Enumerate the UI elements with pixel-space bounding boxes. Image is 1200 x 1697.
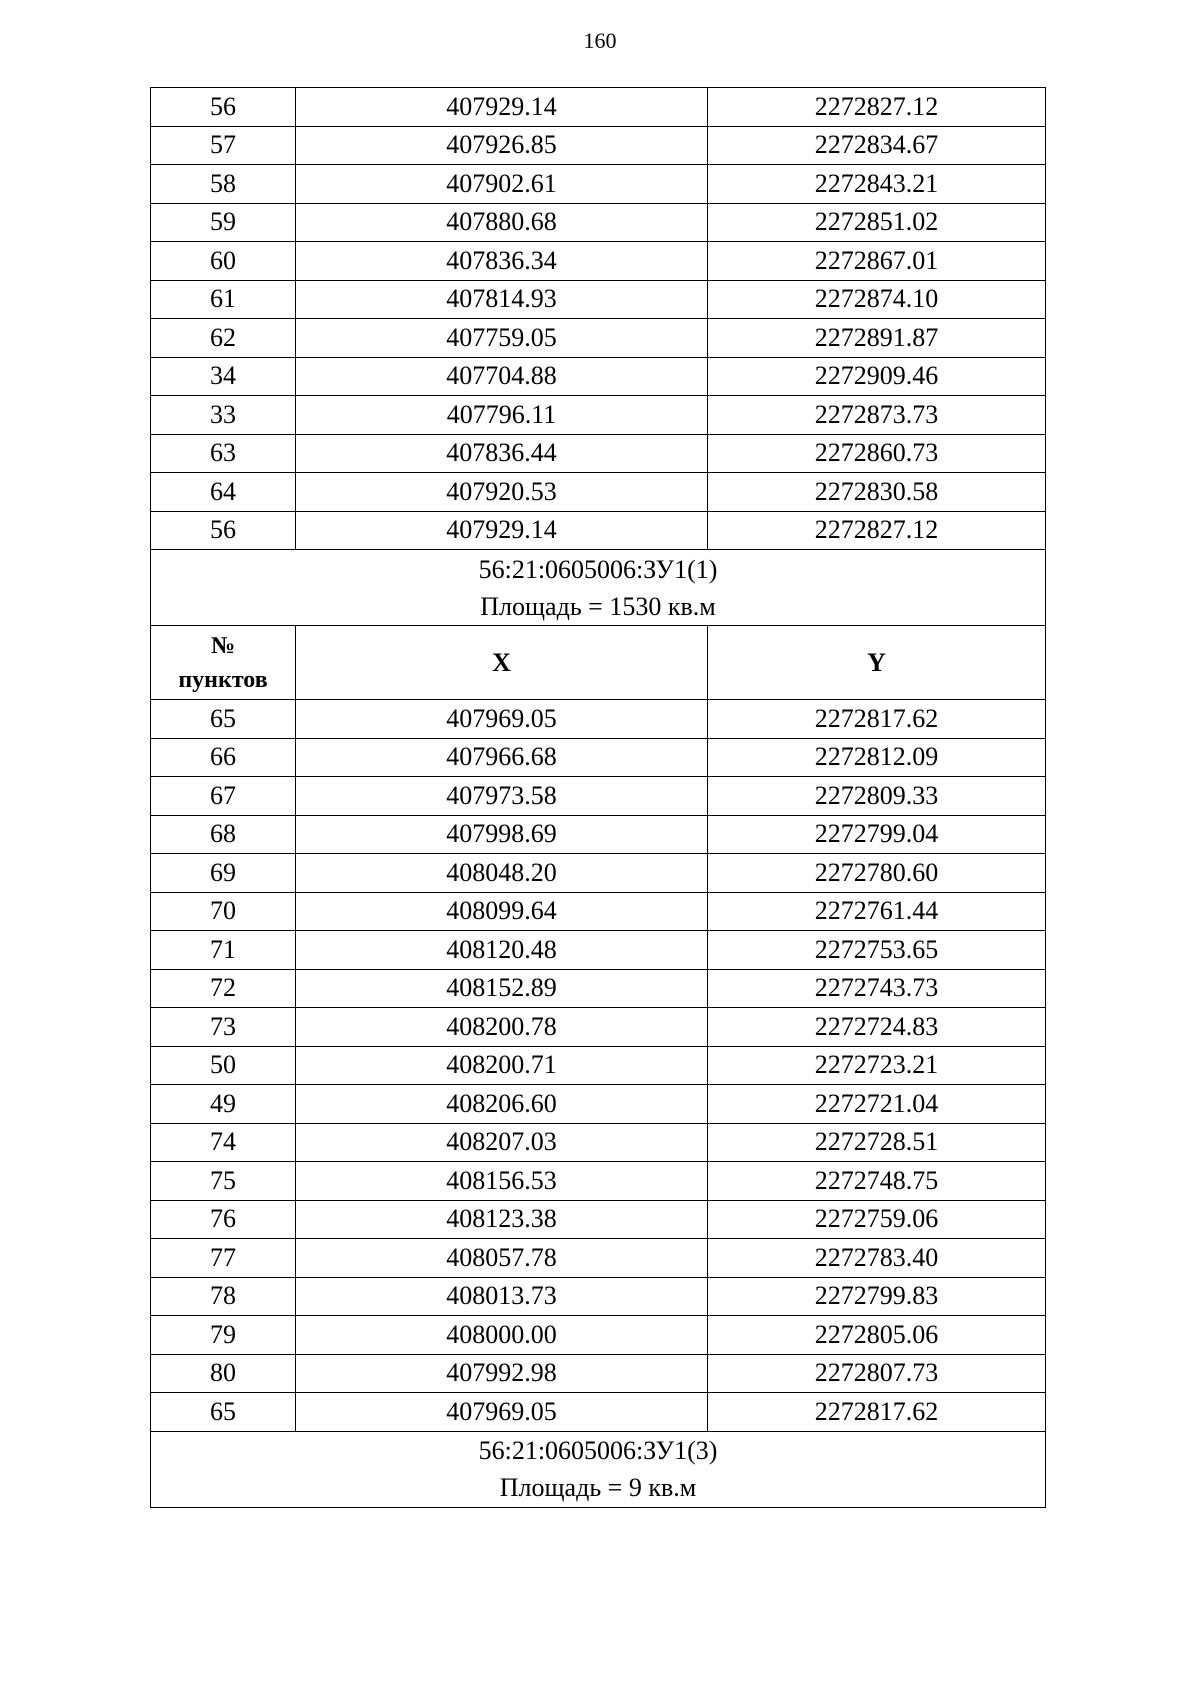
x-coordinate-cell: 407759.05 (296, 319, 708, 358)
table-row (151, 815, 1046, 854)
parcel-area: Площадь = 1530 кв.м (480, 591, 716, 621)
y-coordinate-cell: 2272753.65 (708, 931, 1046, 970)
x-coordinate-cell: 407814.93 (296, 280, 708, 319)
point-number-cell: 65 (151, 1393, 296, 1432)
y-coordinate-cell: 2272827.12 (708, 88, 1046, 127)
y-coordinate-cell: 2272834.67 (708, 126, 1046, 165)
x-coordinate-cell: 408099.64 (296, 892, 708, 931)
y-coordinate-cell: 2272817.62 (708, 1393, 1046, 1432)
point-number-cell: 73 (151, 1008, 296, 1047)
table-row (151, 280, 1046, 319)
table-row (151, 1162, 1046, 1201)
table-row (151, 319, 1046, 358)
section-title-row (151, 1431, 1046, 1507)
y-coordinate-cell: 2272799.83 (708, 1277, 1046, 1316)
point-number-cell: 74 (151, 1123, 296, 1162)
y-coordinate-cell: 2272724.83 (708, 1008, 1046, 1047)
y-coordinate-cell: 2272860.73 (708, 434, 1046, 473)
y-coordinate-cell: 2272780.60 (708, 854, 1046, 893)
table-row (151, 969, 1046, 1008)
table-row (151, 165, 1046, 204)
point-number-cell: 34 (151, 357, 296, 396)
x-coordinate-cell: 407880.68 (296, 203, 708, 242)
x-coordinate-cell: 408000.00 (296, 1316, 708, 1355)
y-coordinate-cell: 2272867.01 (708, 242, 1046, 281)
x-coordinate-cell: 408152.89 (296, 969, 708, 1008)
y-coordinate-cell: 2272843.21 (708, 165, 1046, 204)
point-number-cell: 76 (151, 1200, 296, 1239)
y-coordinate-cell: 2272891.87 (708, 319, 1046, 358)
x-coordinate-cell: 408123.38 (296, 1200, 708, 1239)
y-coordinate-cell: 2272909.46 (708, 357, 1046, 396)
table-row (151, 1316, 1046, 1355)
table-row (151, 1354, 1046, 1393)
table-row (151, 1123, 1046, 1162)
parcel-cadastral-number: 56:21:0605006:ЗУ1(1) (478, 554, 718, 584)
y-coordinate-cell: 2272761.44 (708, 892, 1046, 931)
point-number-cell: 66 (151, 738, 296, 777)
y-coordinate-cell: 2272817.62 (708, 700, 1046, 739)
table-row (151, 1239, 1046, 1278)
table-row (151, 203, 1046, 242)
table-row (151, 777, 1046, 816)
x-coordinate-cell: 408207.03 (296, 1123, 708, 1162)
x-coordinate-cell: 408048.20 (296, 854, 708, 893)
table-row (151, 1277, 1046, 1316)
parcel-cadastral-number: 56:21:0605006:ЗУ1(3) (478, 1436, 718, 1465)
table-row (151, 88, 1046, 127)
point-number-cell: 80 (151, 1354, 296, 1393)
point-number-cell: 56 (151, 511, 296, 550)
table-row (151, 242, 1046, 281)
table-header-row (151, 626, 1046, 700)
point-number-cell: 62 (151, 319, 296, 358)
table-row (151, 396, 1046, 435)
y-coordinate-cell: 2272799.04 (708, 815, 1046, 854)
y-coordinate-cell: 2272830.58 (708, 473, 1046, 512)
header-number-sign: № (210, 632, 236, 659)
x-coordinate-cell: 407704.88 (296, 357, 708, 396)
point-number-cell: 64 (151, 473, 296, 512)
x-coordinate-cell: 408057.78 (296, 1239, 708, 1278)
table-row (151, 1200, 1046, 1239)
y-coordinate-cell: 2272812.09 (708, 738, 1046, 777)
table-row (151, 892, 1046, 931)
point-number-cell: 67 (151, 777, 296, 816)
x-coordinate-cell: 407969.05 (296, 1393, 708, 1432)
parcel-area: Площадь = 9 кв.м (499, 1473, 697, 1502)
table-row (151, 473, 1046, 512)
point-number-cell: 61 (151, 280, 296, 319)
x-coordinate-cell: 408206.60 (296, 1085, 708, 1124)
y-coordinate-cell: 2272723.21 (708, 1046, 1046, 1085)
x-coordinate-cell: 408156.53 (296, 1162, 708, 1201)
table-row (151, 1085, 1046, 1124)
header-x: X (296, 626, 708, 700)
point-number-cell: 57 (151, 126, 296, 165)
y-coordinate-cell: 2272748.75 (708, 1162, 1046, 1201)
x-coordinate-cell: 408120.48 (296, 931, 708, 970)
y-coordinate-cell: 2272851.02 (708, 203, 1046, 242)
table-row (151, 126, 1046, 165)
x-coordinate-cell: 407969.05 (296, 700, 708, 739)
y-coordinate-cell: 2272809.33 (708, 777, 1046, 816)
table-row (151, 1046, 1046, 1085)
point-number-cell: 75 (151, 1162, 296, 1201)
section-title-cell (151, 1431, 1046, 1507)
point-number-cell: 78 (151, 1277, 296, 1316)
point-number-cell: 68 (151, 815, 296, 854)
x-coordinate-cell: 407973.58 (296, 777, 708, 816)
header-points-label: пунктов (178, 666, 268, 693)
x-coordinate-cell: 408013.73 (296, 1277, 708, 1316)
y-coordinate-cell: 2272807.73 (708, 1354, 1046, 1393)
point-number-cell: 49 (151, 1085, 296, 1124)
point-number-cell: 71 (151, 931, 296, 970)
point-number-cell: 50 (151, 1046, 296, 1085)
point-number-cell: 70 (151, 892, 296, 931)
x-coordinate-cell: 407992.98 (296, 1354, 708, 1393)
section-title-cell (151, 550, 1046, 626)
x-coordinate-cell: 407929.14 (296, 88, 708, 127)
x-coordinate-cell: 407836.44 (296, 434, 708, 473)
point-number-cell: 72 (151, 969, 296, 1008)
x-coordinate-cell: 408200.78 (296, 1008, 708, 1047)
coordinates-table-body (151, 88, 1046, 1508)
x-coordinate-cell: 407998.69 (296, 815, 708, 854)
y-coordinate-cell: 2272743.73 (708, 969, 1046, 1008)
table-row (151, 931, 1046, 970)
point-number-cell: 59 (151, 203, 296, 242)
y-coordinate-cell: 2272728.51 (708, 1123, 1046, 1162)
y-coordinate-cell: 2272874.10 (708, 280, 1046, 319)
point-number-cell: 79 (151, 1316, 296, 1355)
point-number-cell: 77 (151, 1239, 296, 1278)
table-row (151, 854, 1046, 893)
point-number-cell: 56 (151, 88, 296, 127)
x-coordinate-cell: 407926.85 (296, 126, 708, 165)
coordinates-table (150, 87, 1046, 1508)
x-coordinate-cell: 407929.14 (296, 511, 708, 550)
x-coordinate-cell: 407902.61 (296, 165, 708, 204)
table-row (151, 511, 1046, 550)
x-coordinate-cell: 407966.68 (296, 738, 708, 777)
point-number-cell: 65 (151, 700, 296, 739)
point-number-cell: 60 (151, 242, 296, 281)
x-coordinate-cell: 407836.34 (296, 242, 708, 281)
point-number-cell: 33 (151, 396, 296, 435)
header-y: Y (708, 626, 1046, 700)
y-coordinate-cell: 2272827.12 (708, 511, 1046, 550)
y-coordinate-cell: 2272805.06 (708, 1316, 1046, 1355)
y-coordinate-cell: 2272783.40 (708, 1239, 1046, 1278)
y-coordinate-cell: 2272721.04 (708, 1085, 1046, 1124)
x-coordinate-cell: 407920.53 (296, 473, 708, 512)
y-coordinate-cell: 2272759.06 (708, 1200, 1046, 1239)
table-row (151, 357, 1046, 396)
x-coordinate-cell: 408200.71 (296, 1046, 708, 1085)
table-row (151, 700, 1046, 739)
page-number: 160 (583, 28, 617, 53)
table-row (151, 1393, 1046, 1432)
section-title-row (151, 550, 1046, 626)
point-number-cell: 58 (151, 165, 296, 204)
table-row (151, 738, 1046, 777)
y-coordinate-cell: 2272873.73 (708, 396, 1046, 435)
table-row (151, 434, 1046, 473)
x-coordinate-cell: 407796.11 (296, 396, 708, 435)
header-point-number (151, 626, 296, 700)
point-number-cell: 63 (151, 434, 296, 473)
point-number-cell: 69 (151, 854, 296, 893)
table-row (151, 1008, 1046, 1047)
